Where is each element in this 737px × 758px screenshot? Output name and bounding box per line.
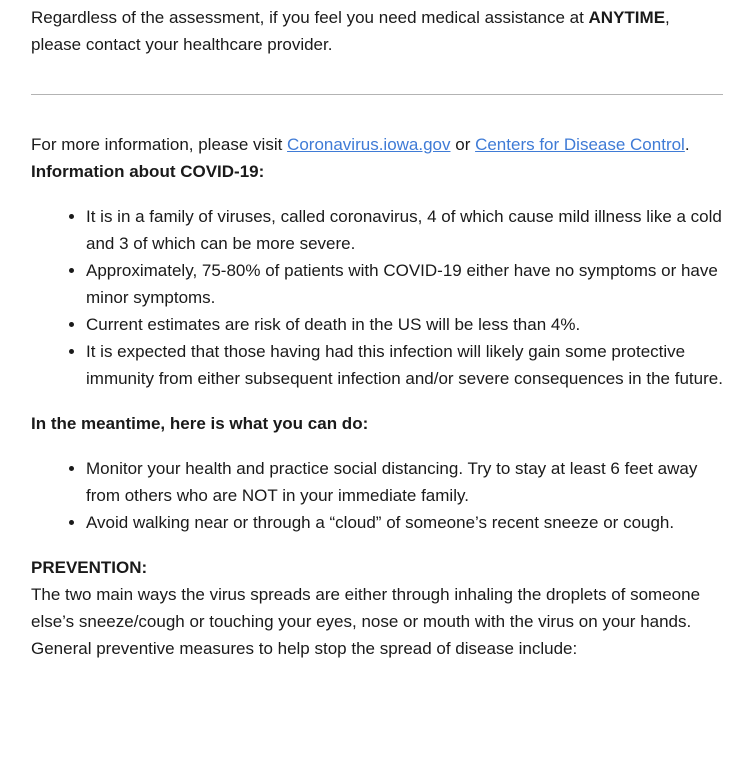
more-info-text: For more information, please visit <box>31 135 288 154</box>
covid-info-heading: Information about COVID-19: <box>31 162 265 181</box>
list-item: • Monitor your health and practice social distancing. Try to stay at least 6 feet away from others who are NOT in your immediate family. <box>86 455 723 509</box>
list-item: • It is in a family of viruses, called coronavirus, 4 of which cause mild illness like a cold and 3 of which can be more severe. <box>86 203 723 257</box>
iowa-gov-link[interactable]: Coronavirus.iowa.gov <box>287 135 451 154</box>
prevention-paragraph: The two main ways the virus spreads are either through inhaling the droplets of someone else’s sneeze/cough or touching your eyes, nose or mouth with the virus on your hands. <box>31 585 701 631</box>
more-info-paragraph <box>31 131 723 158</box>
covid-info-list <box>31 203 723 392</box>
list-item: • Approximately, 75-80% of patients with COVID-19 either have no symptoms or have minor symptoms. <box>86 257 723 311</box>
meantime-heading: In the meantime, here is what you can do: <box>31 414 369 433</box>
intro-paragraph <box>31 4 723 58</box>
more-info-end: . <box>684 135 690 154</box>
intro-text-after: , please contact your healthcare provider. <box>31 8 670 54</box>
intro-text-before: Regardless of the assessment, if you feel you need medical assistance at <box>31 8 589 27</box>
list-item: • It is expected that those having had this infection will likely gain some protective immunity from either subsequent infection and/or severe consequences in the future. <box>86 338 723 392</box>
divider <box>31 94 723 95</box>
email-body <box>31 4 723 662</box>
more-info-or: or <box>450 135 476 154</box>
intro-emphasis: ANYTIME <box>588 8 666 27</box>
meantime-list <box>31 455 723 536</box>
list-item: • Current estimates are risk of death in the US will be less than 4%. <box>86 311 723 338</box>
preventive-measures-intro: General preventive measures to help stop the spread of disease include: <box>31 639 578 658</box>
cdc-link[interactable]: Centers for Disease Control <box>475 135 685 154</box>
prevention-heading: PREVENTION: <box>31 558 148 577</box>
list-item: • Avoid walking near or through a “cloud” of someone’s recent sneeze or cough. <box>86 509 723 536</box>
